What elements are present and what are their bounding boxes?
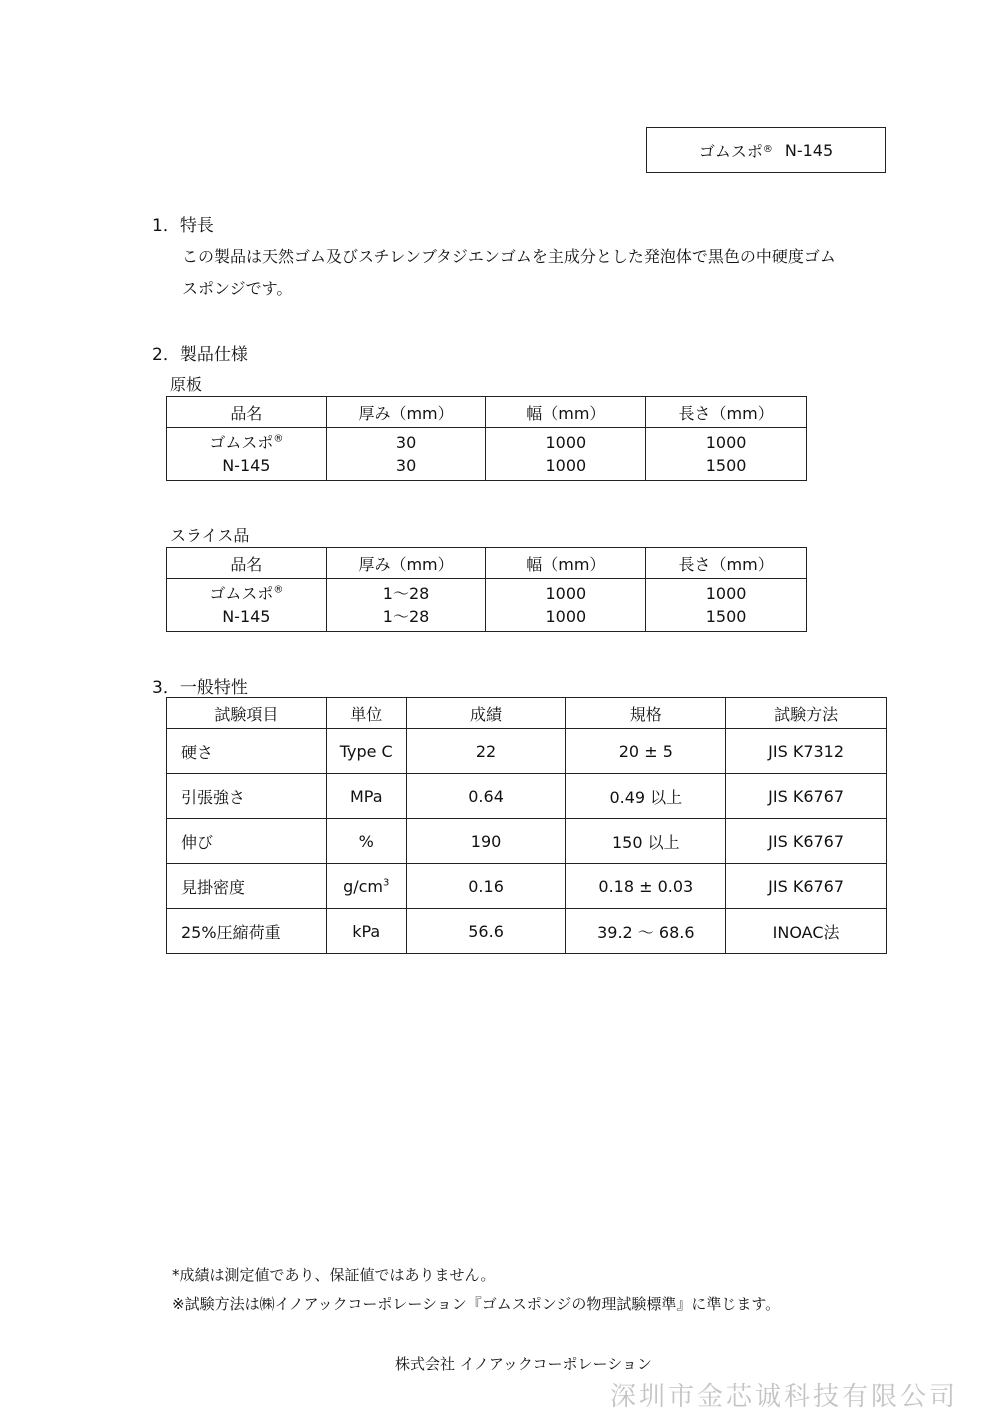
product-name-cell: ゴムスポ® N-145 (167, 579, 327, 632)
original-board-label: 原板 (170, 375, 203, 394)
test-item-cell: 見掛密度 (167, 864, 327, 909)
spec-cell: 20 ± 5 (566, 729, 726, 774)
table-row (167, 729, 887, 774)
section3-heading: 3．一般特性 (152, 678, 248, 698)
header-spec: 規格 (566, 698, 726, 729)
table-row (167, 774, 887, 819)
section1-line1: この製品は天然ゴム及びスチレンブタジエンゴムを主成分とした発泡体で黒色の中硬度ゴム (182, 247, 836, 266)
header-length: 長さ（mm） (646, 548, 807, 579)
section1-heading: 1．特長 (152, 216, 214, 236)
note-results-disclaimer: *成績は測定値であり、保証値ではありません。 (172, 1266, 496, 1284)
test-item-cell: 25%圧縮荷重 (167, 909, 327, 954)
method-cell: JIS K6767 (726, 864, 887, 909)
spec-cell: 150 以上 (566, 819, 726, 864)
watermark-text: 深圳市金芯诚科技有限公司 (610, 1382, 959, 1412)
slice-table (166, 547, 807, 632)
table-row (167, 909, 887, 954)
thickness-cell: 30 30 (326, 428, 486, 481)
section1-line2: スポンジです。 (182, 279, 293, 298)
slice-label: スライス品 (170, 526, 250, 545)
result-cell: 0.16 (406, 864, 566, 909)
result-cell: 56.6 (406, 909, 566, 954)
header-length: 長さ（mm） (646, 397, 807, 428)
title-product-name: ゴムスポ (698, 141, 763, 161)
method-cell: JIS K7312 (726, 729, 887, 774)
header-product-name: 品名 (167, 548, 327, 579)
unit-cell: % (326, 819, 406, 864)
method-cell: JIS K6767 (726, 774, 887, 819)
length-cell: 1000 1500 (646, 428, 807, 481)
width-cell: 1000 1000 (486, 428, 646, 481)
header-result: 成績 (406, 698, 566, 729)
header-thickness: 厚み（mm） (326, 548, 486, 579)
header-test-item: 試験項目 (167, 698, 327, 729)
width-cell: 1000 1000 (486, 579, 646, 632)
header-thickness: 厚み（mm） (326, 397, 486, 428)
title-product-code: N-145 (784, 140, 834, 160)
spec-cell: 0.18 ± 0.03 (566, 864, 726, 909)
product-title-box: ゴムスポ ® N-145 (646, 127, 886, 173)
header-product-name: 品名 (167, 397, 327, 428)
unit-cell: kPa (326, 909, 406, 954)
unit-cell: Type C (326, 729, 406, 774)
product-name-cell: ゴムスポ® N-145 (167, 428, 327, 481)
test-item-cell: 硬さ (167, 729, 327, 774)
header-unit: 単位 (326, 698, 406, 729)
thickness-cell: 1～28 1～28 (326, 579, 486, 632)
general-properties-table (166, 697, 887, 954)
result-cell: 0.64 (406, 774, 566, 819)
method-cell: INOAC法 (726, 909, 887, 954)
note-test-method: ※試験方法は㈱イノアックコーポレーション『ゴムスポンジの物理試験標準』に準じます。 (172, 1295, 781, 1313)
table-row (167, 819, 887, 864)
test-item-cell: 引張強さ (167, 774, 327, 819)
length-cell: 1000 1500 (646, 579, 807, 632)
table-row (167, 864, 887, 909)
original-board-table (166, 396, 807, 481)
unit-cell: MPa (326, 774, 406, 819)
result-cell: 190 (406, 819, 566, 864)
result-cell: 22 (406, 729, 566, 774)
spec-cell: 0.49 以上 (566, 774, 726, 819)
section2-heading: 2．製品仕様 (152, 345, 248, 365)
spec-cell: 39.2 ～ 68.6 (566, 909, 726, 954)
header-width: 幅（mm） (486, 397, 646, 428)
header-method: 試験方法 (726, 698, 887, 729)
unit-cell: $g/cm^3$ (326, 864, 406, 909)
method-cell: JIS K6767 (726, 819, 887, 864)
header-width: 幅（mm） (486, 548, 646, 579)
company-name: 株式会社 イノアックコーポレーション (395, 1355, 652, 1373)
test-item-cell: 伸び (167, 819, 327, 864)
